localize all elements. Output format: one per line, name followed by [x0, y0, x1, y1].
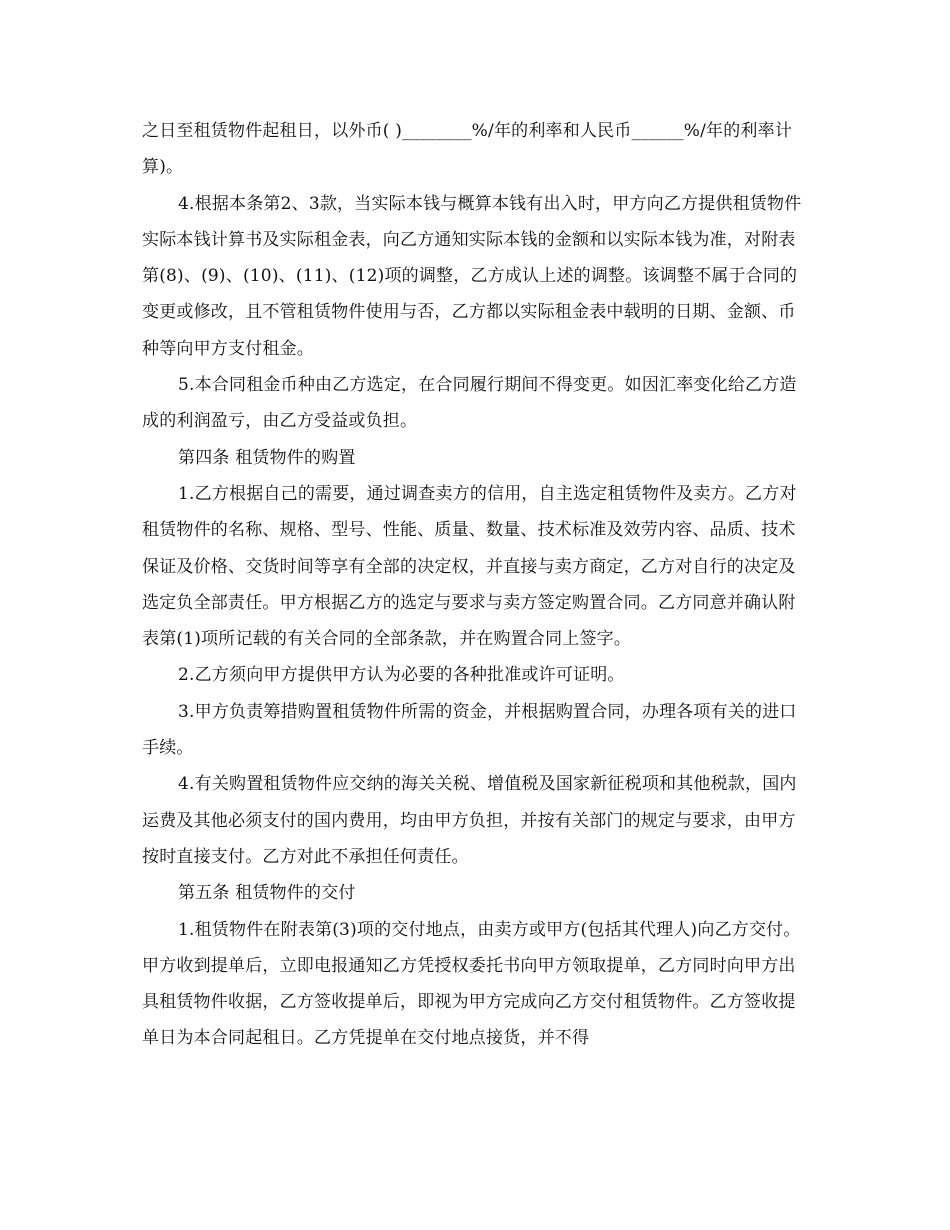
paragraph-clause-5-1: 1.租赁物件在附表第(3)项的交付地点，由卖方或甲方(包括其代理人)向乙方交付。甲方收到提单后，立即电报通知乙方凭授权委托书向甲方领取提单，乙方同时向甲方出具租赁物件收据，乙方签收提单后，即视为甲方完成向乙方交付租赁物件。乙方签收提单日为本合同起租日。乙方凭提单在交付地点接货，并不得: [142, 919, 801, 1049]
section-heading-article-5: 第五条 租赁物件的交付: [178, 883, 356, 904]
document-body: [142, 113, 810, 1057]
paragraph-clause-3-5: 5.本合同租金币种由乙方选定，在合同履行期间不得变更。如因汇率变化给乙方造成的利润盈亏，由乙方受益或负担。: [142, 375, 797, 432]
paragraph-clause-4-3: 3.甲方负责筹措购置租赁物件所需的资金，并根据购置合同，办理各项有关的进口手续。: [142, 701, 797, 759]
paragraph-clause-4-4: 4.有关购置租赁物件应交纳的海关关税、增值税及国家新征税项和其他税款，国内运费及其他必须支付的国内费用，均由甲方负担，并按有关部门的规定与要求，由甲方按时直接支付。乙方对此不承担任何责任。: [142, 774, 797, 867]
section-heading-article-4: 第四条 租赁物件的购置: [178, 447, 356, 468]
paragraph-continuation: 之日至租赁物件起租日，以外币( )________%/年的利率和人民币______%/年的利率计算)。: [142, 121, 793, 178]
paragraph-clause-4-2: 2.乙方须向甲方提供甲方认为必要的各种批准或许可证明。: [178, 665, 625, 686]
paragraph-clause-3-4: 4.根据本条第2、3款，当实际本钱与概算本钱有出入时，甲方向乙方提供租赁物件实际本钱计算书及实际租金表，向乙方通知实际本钱的金额和以实际本钱为准，对附表第(8)、(9)、(10)、(11)、(12)项的调整，乙方成认上述的调整。该调整不属于合同的变更或修改，且不管租赁物件使用与否，乙方都以实际租金表中载明的日期、金额、币种等向甲方支付租金。: [142, 193, 802, 359]
paragraph-clause-4-1: 1.乙方根据自己的需要，通过调查卖方的信用，自主选定租赁物件及卖方。乙方对租赁物件的名称、规格、型号、性能、质量、数量、技术标准及效劳内容、品质、技术保证及价格、交货时间等享有全部的决定权，并直接与卖方商定，乙方对自行的决定及选定负全部责任。甲方根据乙方的选定与要求与卖方签定购置合同。乙方同意并确认附表第(1)项所记载的有关合同的全部条款，并在购置合同上签字。: [142, 483, 797, 650]
